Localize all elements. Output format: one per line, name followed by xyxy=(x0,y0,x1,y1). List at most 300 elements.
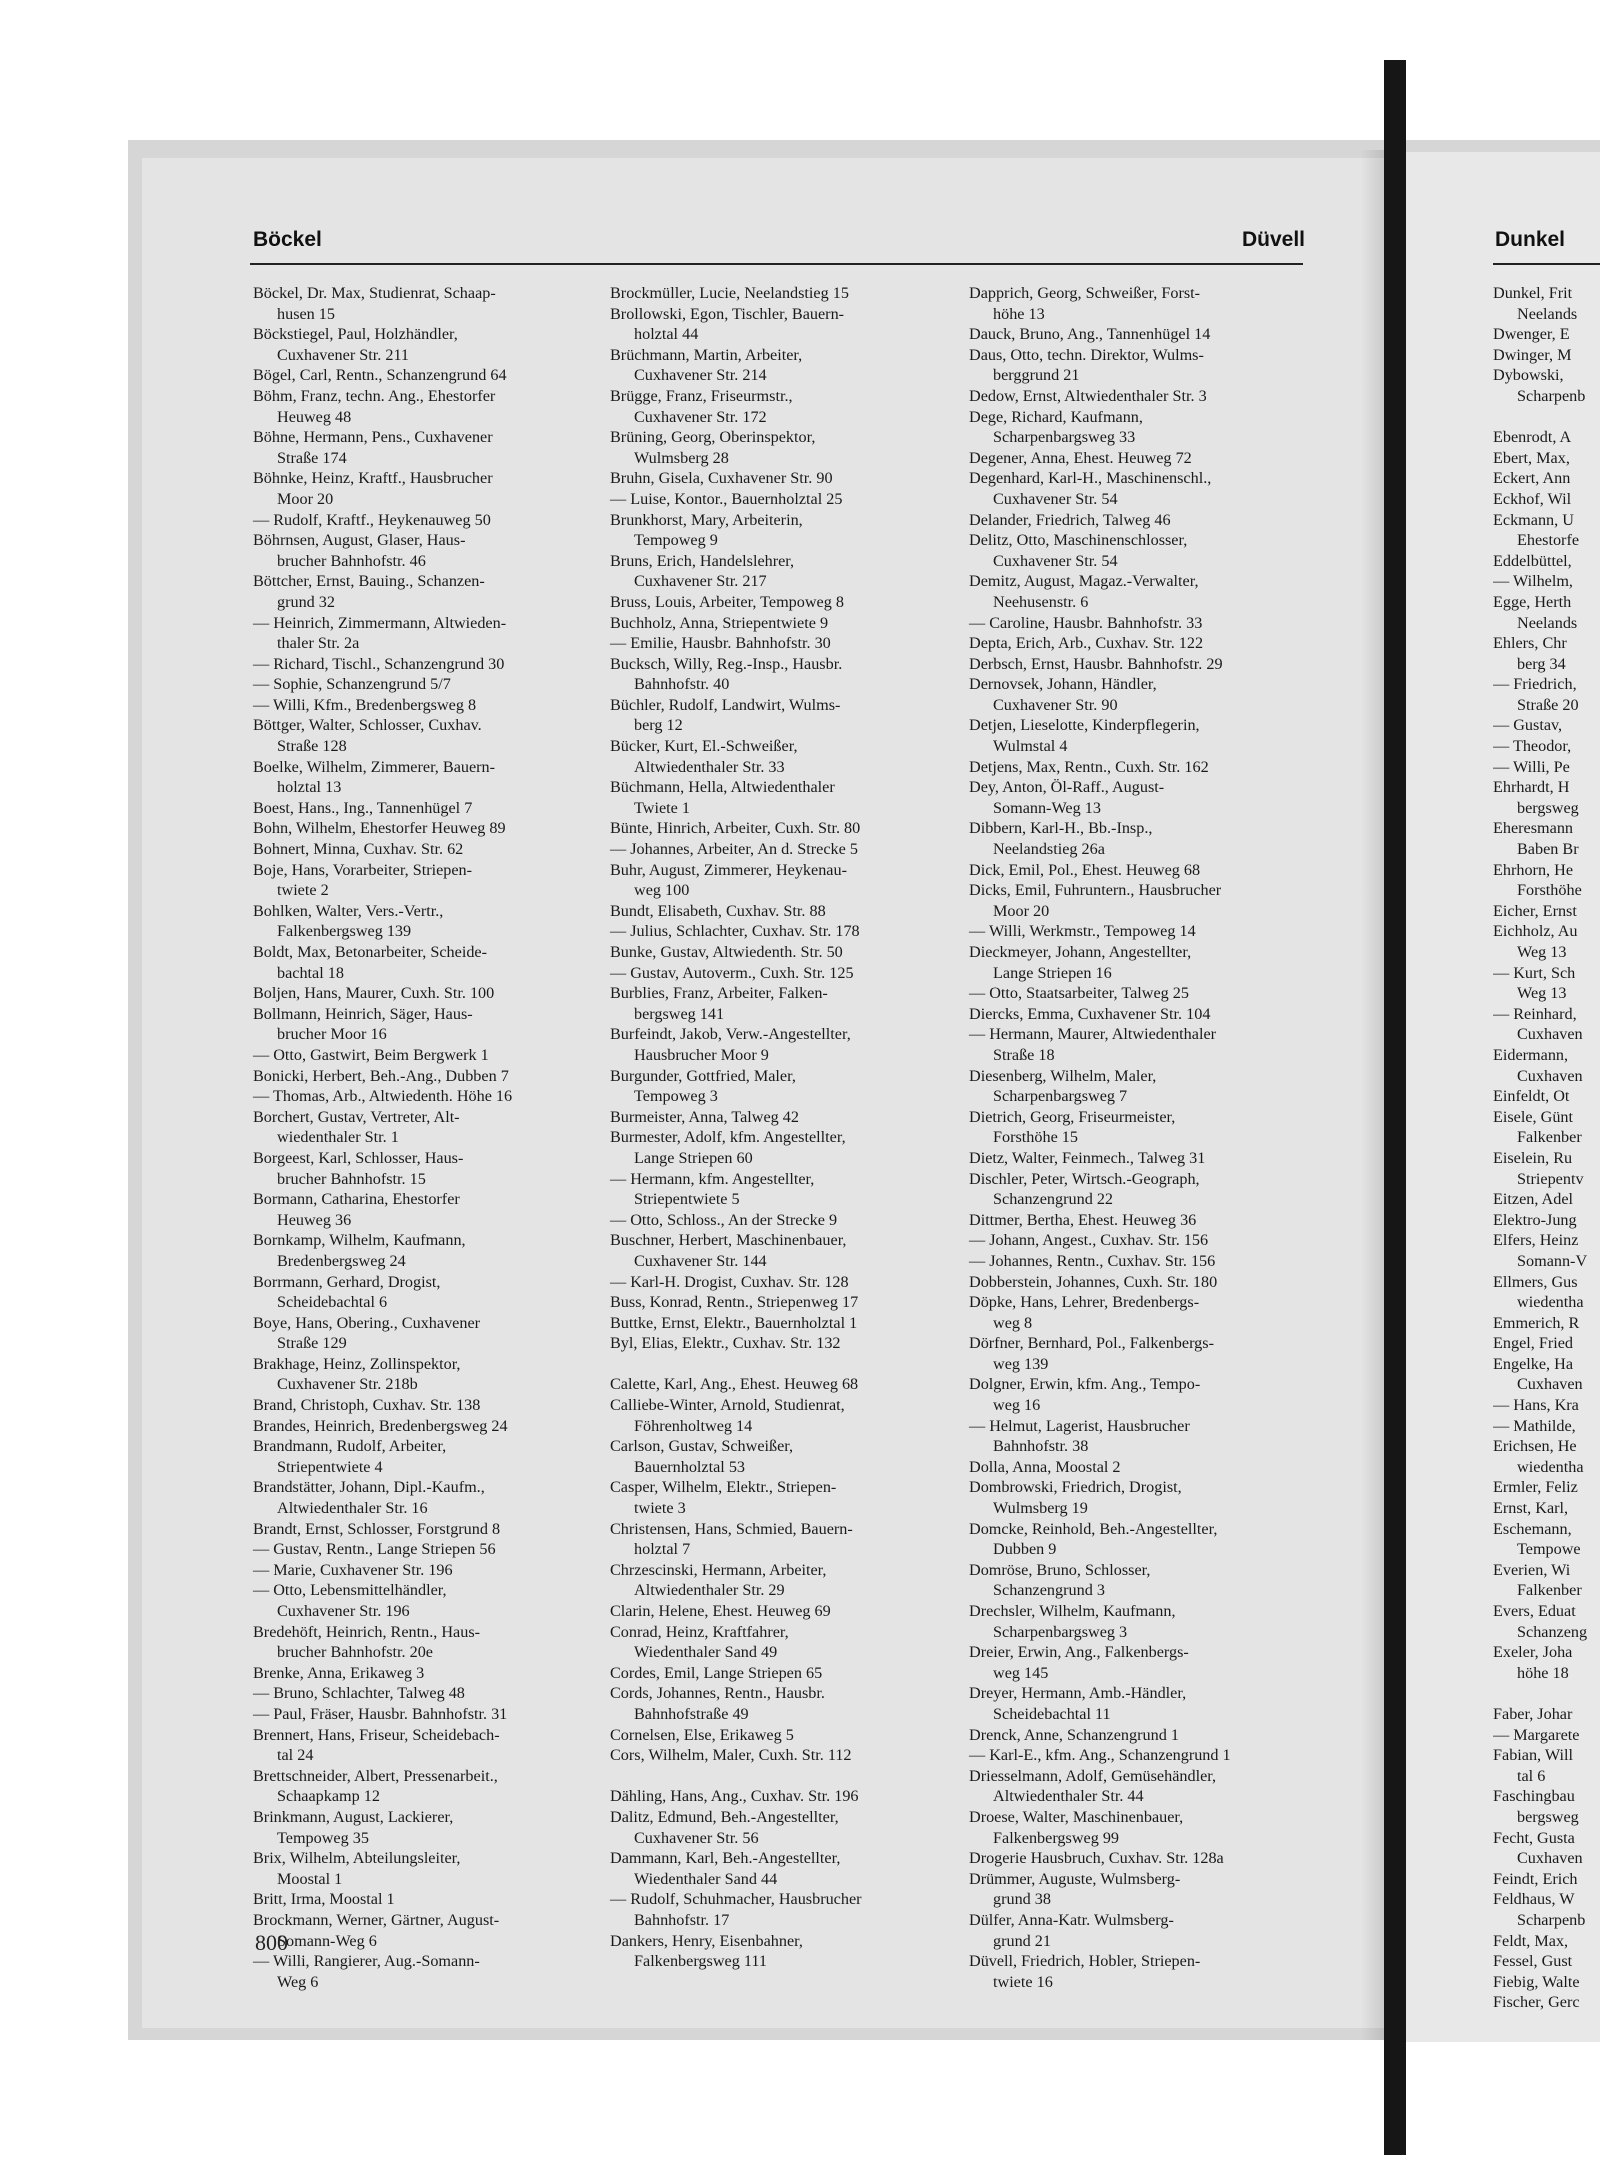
directory-entry-line: Feindt, Erich xyxy=(1493,1869,1578,1888)
directory-entry-line: Dedow, Ernst, Altwiedenthaler Str. 3 xyxy=(969,386,1207,405)
directory-entry-line: Dybowski, xyxy=(1493,366,1564,385)
directory-entry-line: Burgunder, Gottfried, Maler, xyxy=(610,1066,796,1085)
directory-entry-line: Brinkmann, August, Lackierer, xyxy=(253,1807,454,1826)
entry-continuation-line: Weg 13 xyxy=(1517,984,1567,1003)
entry-continuation-line: Cuxhavener Str. 172 xyxy=(634,407,767,426)
entry-continuation-line: bergsweg xyxy=(1517,1807,1579,1826)
entry-continuation-line: Scheidebachtal 11 xyxy=(993,1704,1111,1723)
directory-entry-line: Brandmann, Rudolf, Arbeiter, xyxy=(253,1437,447,1456)
directory-entry-line: Engel, Fried xyxy=(1493,1334,1574,1353)
entry-continuation-line: twiete 3 xyxy=(634,1499,686,1518)
entry-continuation-line: Falkenber xyxy=(1517,1128,1582,1147)
directory-entry-line: Brügge, Franz, Friseurmstr., xyxy=(610,386,793,405)
entry-continuation-line: Striepentwiete 5 xyxy=(634,1190,740,1209)
directory-entry-line: Cords, Johannes, Rentn., Hausbr. xyxy=(610,1684,825,1703)
directory-entry-line: Eschemann, xyxy=(1493,1519,1572,1538)
directory-entry-line: Bonicki, Herbert, Beh.-Ang., Dubben 7 xyxy=(253,1066,509,1085)
entry-continuation-line: Twiete 1 xyxy=(634,798,690,817)
directory-entry-line: Borgeest, Karl, Schlosser, Haus- xyxy=(253,1148,464,1167)
directory-entry-line: Calette, Karl, Ang., Ehest. Heuweg 68 xyxy=(610,1375,859,1394)
directory-entry-line: Droese, Walter, Maschinenbauer, xyxy=(969,1807,1184,1826)
directory-entry-line: Dauck, Bruno, Ang., Tannenhügel 14 xyxy=(969,325,1211,344)
directory-entry-line: Bruss, Louis, Arbeiter, Tempoweg 8 xyxy=(610,592,844,611)
directory-entry-line: Ebenrodt, A xyxy=(1493,428,1572,447)
entry-continuation-line: Altwiedenthaler Str. 29 xyxy=(634,1581,785,1600)
directory-entry-line: Ehrhardt, H xyxy=(1493,778,1570,797)
directory-entry-line: — Emilie, Hausbr. Bahnhofstr. 30 xyxy=(610,634,831,653)
entry-continuation-line: Cuxhavener Str. 54 xyxy=(993,489,1118,508)
entry-continuation-line: Scharpenbargsweg 3 xyxy=(993,1622,1128,1641)
directory-entry-line: — Reinhard, xyxy=(1493,1004,1577,1023)
directory-entry-line: Burblies, Franz, Arbeiter, Falken- xyxy=(610,984,828,1003)
directory-entry-line: Brockmüller, Lucie, Neelandstieg 15 xyxy=(610,284,849,302)
directory-column-3 xyxy=(969,283,1309,1992)
directory-entry-line: Buhr, August, Zimmerer, Heykenau- xyxy=(610,860,847,879)
entry-continuation-line: Heuweg 36 xyxy=(277,1210,352,1229)
entry-continuation-line: twiete 2 xyxy=(277,881,329,900)
directory-entry-line: Egge, Herth xyxy=(1493,592,1572,611)
entry-continuation-line: Bauernholztal 53 xyxy=(634,1457,746,1476)
directory-entry-line: Detjens, Max, Rentn., Cuxh. Str. 162 xyxy=(969,757,1209,776)
directory-entry-line: Chrzescinski, Hermann, Arbeiter, xyxy=(610,1560,827,1579)
directory-entry-line: Eitzen, Adel xyxy=(1493,1190,1574,1209)
directory-entry-line: Dick, Emil, Pol., Ehest. Heuweg 68 xyxy=(969,860,1201,879)
directory-entry-line: Dey, Anton, Öl-Raff., August- xyxy=(969,778,1165,797)
entry-continuation-line: Föhrenholtweg 14 xyxy=(634,1416,753,1435)
directory-entry-line: — Kurt, Sch xyxy=(1493,963,1576,982)
directory-entry-line: — Margarete xyxy=(1493,1725,1580,1744)
directory-entry-line: Böttger, Walter, Schlosser, Cuxhav. xyxy=(253,716,482,735)
directory-entry-line: Bögel, Carl, Rentn., Schanzengrund 64 xyxy=(253,366,507,385)
header-rule-left xyxy=(250,263,1303,265)
entry-continuation-line: Schaapkamp 12 xyxy=(277,1787,380,1806)
directory-entry-line: Burmeister, Anna, Talweg 42 xyxy=(610,1107,799,1126)
directory-entry-line: Eiselein, Ru xyxy=(1493,1148,1573,1167)
entry-continuation-line: bachtal 18 xyxy=(277,963,344,982)
directory-entry-line: Brand, Christoph, Cuxhav. Str. 138 xyxy=(253,1396,481,1415)
entry-continuation-line: Cuxhaven xyxy=(1517,1066,1583,1085)
entry-continuation-line: Cuxhavener Str. 196 xyxy=(277,1602,410,1620)
directory-entry-line: — Hermann, Maurer, Altwiedenthaler xyxy=(969,1025,1217,1044)
directory-entry-line: Bünte, Hinrich, Arbeiter, Cuxh. Str. 80 xyxy=(610,819,861,838)
entry-continuation-line: Bahnhofstr. 40 xyxy=(634,675,730,694)
directory-entry-line: Feldt, Max, xyxy=(1493,1931,1569,1950)
directory-entry-line: Faschingbau xyxy=(1493,1787,1575,1806)
entry-continuation-line: Bahnhofstr. 17 xyxy=(634,1910,730,1929)
entry-continuation-line: berg 12 xyxy=(634,716,683,735)
directory-entry-line: Bucksch, Willy, Reg.-Insp., Hausbr. xyxy=(610,654,843,673)
directory-entry-line: Elektro-Jung xyxy=(1493,1210,1577,1229)
entry-continuation-line: Schanzengrund 22 xyxy=(993,1190,1114,1209)
directory-entry-line: Dähling, Hans, Ang., Cuxhav. Str. 196 xyxy=(610,1787,859,1806)
directory-entry-line: Demitz, August, Magaz.-Verwalter, xyxy=(969,572,1199,591)
directory-entry-line: Düvell, Friedrich, Hobler, Striepen- xyxy=(969,1952,1201,1971)
directory-entry-line: Boljen, Hans, Maurer, Cuxh. Str. 100 xyxy=(253,984,495,1003)
entry-continuation-line: brucher Moor 16 xyxy=(277,1025,387,1044)
entry-continuation-line: Straße 128 xyxy=(277,737,347,756)
entry-continuation-line: Cuxhaven xyxy=(1517,1025,1583,1044)
directory-entry-line: Böhm, Franz, techn. Ang., Ehestorfer xyxy=(253,386,496,405)
directory-entry-line: Brunkhorst, Mary, Arbeiterin, xyxy=(610,510,803,529)
directory-entry-line: Brockmann, Werner, Gärtner, August- xyxy=(253,1910,500,1929)
directory-entry-line: Brandes, Heinrich, Bredenbergsweg 24 xyxy=(253,1416,508,1435)
page-number: 800 xyxy=(255,1930,288,1955)
directory-entry-line: Degenhard, Karl-H., Maschinenschl., xyxy=(969,469,1212,488)
directory-entry-line: Derbsch, Ernst, Hausbr. Bahnhofstr. 29 xyxy=(969,654,1223,673)
directory-entry-line: Böckel, Dr. Max, Studienrat, Schaap- xyxy=(253,284,496,302)
directory-entry-line: Drümmer, Auguste, Wulmsberg- xyxy=(969,1869,1181,1888)
entry-continuation-line: grund 32 xyxy=(277,592,335,611)
directory-entry-line: Brettschneider, Albert, Pressenarbeit., xyxy=(253,1766,498,1785)
directory-entry-line: Dicks, Emil, Fuhruntern., Hausbrucher xyxy=(969,881,1222,900)
directory-entry-line: — Heinrich, Zimmermann, Altwieden- xyxy=(253,613,507,632)
entry-continuation-line: wiedenthaler Str. 1 xyxy=(277,1128,399,1147)
entry-continuation-line: weg 145 xyxy=(993,1663,1049,1682)
running-head-next-page: Dunkel xyxy=(1495,228,1566,251)
directory-entry-line: Dietz, Walter, Feinmech., Talweg 31 xyxy=(969,1148,1206,1167)
directory-entry-line: Dietrich, Georg, Friseurmeister, xyxy=(969,1107,1176,1126)
directory-entry-line: Buchholz, Anna, Striepentwiete 9 xyxy=(610,613,829,632)
directory-entry-line: Brüchmann, Martin, Arbeiter, xyxy=(610,345,803,364)
entry-continuation-line: Baben Br xyxy=(1517,840,1579,859)
directory-entry-line: Eheresmann xyxy=(1493,819,1574,838)
directory-entry-line: Böttcher, Ernst, Bauing., Schanzen- xyxy=(253,572,485,591)
directory-entry-line: — Johannes, Rentn., Cuxhav. Str. 156 xyxy=(969,1251,1216,1270)
directory-entry-line: Böckstiegel, Paul, Holzhändler, xyxy=(253,325,458,344)
entry-continuation-line: Scharpenb xyxy=(1517,1910,1586,1929)
entry-continuation-line: Cuxhaven xyxy=(1517,1849,1583,1868)
directory-entry-line: Drechsler, Wilhelm, Kaufmann, xyxy=(969,1602,1176,1620)
directory-entry-line: Bohnert, Minna, Cuxhav. Str. 62 xyxy=(253,840,464,859)
directory-entry-line: Eckhof, Wil xyxy=(1493,489,1572,508)
entry-continuation-line: Moor 20 xyxy=(993,901,1050,920)
directory-entry-line: Domröse, Bruno, Schlosser, xyxy=(969,1560,1151,1579)
entry-continuation-line: Cuxhavener Str. 217 xyxy=(634,572,767,591)
directory-entry-line: Boelke, Wilhelm, Zimmerer, Bauern- xyxy=(253,757,496,776)
entry-continuation-line: Striepentwiete 4 xyxy=(277,1457,383,1476)
directory-entry-line: — Luise, Kontor., Bauernholztal 25 xyxy=(610,489,843,508)
directory-entry-line: — Willi, Werkmstr., Tempoweg 14 xyxy=(969,922,1196,941)
directory-entry-line: Buttke, Ernst, Elektr., Bauernholztal 1 xyxy=(610,1313,858,1332)
directory-entry-line: Dolla, Anna, Moostal 2 xyxy=(969,1457,1121,1476)
directory-entry-line: Dittmer, Bertha, Ehest. Heuweg 36 xyxy=(969,1210,1197,1229)
entry-continuation-line: Cuxhaven xyxy=(1517,1375,1583,1394)
entry-continuation-line: Wulmsberg 19 xyxy=(993,1499,1088,1518)
entry-continuation-line: wiedentha xyxy=(1517,1293,1584,1312)
directory-entry-line: Fessel, Gust xyxy=(1493,1952,1573,1971)
entry-continuation-line: Dubben 9 xyxy=(993,1540,1057,1559)
entry-continuation-line: Somann-Weg 6 xyxy=(277,1931,377,1950)
directory-entry-line: Eisele, Günt xyxy=(1493,1107,1574,1126)
directory-entry-line: — Gustav, Autoverm., Cuxh. Str. 125 xyxy=(610,963,854,982)
directory-entry-line: Eckert, Ann xyxy=(1493,469,1571,488)
directory-entry-line: Boje, Hans, Vorarbeiter, Striepen- xyxy=(253,860,473,879)
directory-entry-line: — Willi, Rangierer, Aug.-Somann- xyxy=(253,1952,480,1971)
directory-entry-line: Boye, Hans, Obering., Cuxhavener xyxy=(253,1313,481,1332)
directory-entry-line: Böhrnsen, August, Glaser, Haus- xyxy=(253,531,466,550)
entry-continuation-line: Falkenber xyxy=(1517,1581,1582,1600)
directory-entry-line: Buss, Konrad, Rentn., Striepenweg 17 xyxy=(610,1293,859,1312)
entry-continuation-line: bergsweg xyxy=(1517,798,1579,817)
entry-continuation-line: Lange Striepen 16 xyxy=(993,963,1112,982)
directory-entry-line: Ermler, Feliz xyxy=(1493,1478,1578,1497)
directory-entry-line: Bormann, Catharina, Ehestorfer xyxy=(253,1190,460,1209)
directory-entry-line: — Willi, Pe xyxy=(1493,757,1570,776)
entry-continuation-line: Bredenbergsweg 24 xyxy=(277,1251,406,1270)
entry-continuation-line: berggrund 21 xyxy=(993,366,1080,385)
entry-continuation-line: Scharpenb xyxy=(1517,386,1586,405)
directory-entry-line: Böhnke, Heinz, Kraftf., Hausbrucher xyxy=(253,469,493,488)
directory-entry-line: Eichholz, Au xyxy=(1493,922,1578,941)
directory-entry-line: Bohn, Wilhelm, Ehestorfer Heuweg 89 xyxy=(253,819,506,838)
book-binding xyxy=(1384,60,1406,2155)
directory-entry-line: Carlson, Gustav, Schweißer, xyxy=(610,1437,794,1456)
directory-entry-line: Delander, Friedrich, Talweg 46 xyxy=(969,510,1171,529)
directory-entry-line: — Hans, Kra xyxy=(1493,1396,1579,1415)
entry-continuation-line: Falkenbergsweg 139 xyxy=(277,922,412,941)
entry-continuation-line: wiedentha xyxy=(1517,1457,1584,1476)
entry-continuation-line: weg 8 xyxy=(993,1313,1033,1332)
directory-entry-line: Büchmann, Hella, Altwiedenthaler xyxy=(610,778,835,797)
entry-continuation-line: Weg 13 xyxy=(1517,943,1567,961)
entry-continuation-line: Scharpenbargsweg 33 xyxy=(993,428,1136,447)
directory-entry-line: Borrmann, Gerhard, Drogist, xyxy=(253,1272,441,1291)
entry-continuation-line: höhe 18 xyxy=(1517,1663,1569,1682)
directory-entry-line: Fecht, Gusta xyxy=(1493,1828,1575,1847)
directory-entry-line: Bruns, Erich, Handelslehrer, xyxy=(610,551,795,570)
directory-entry-line: Erichsen, He xyxy=(1493,1437,1577,1456)
directory-entry-line: Daus, Otto, techn. Direktor, Wulms- xyxy=(969,345,1204,364)
entry-continuation-line: Hausbrucher Moor 9 xyxy=(634,1045,769,1064)
entry-continuation-line: Altwiedenthaler Str. 16 xyxy=(277,1499,428,1518)
entry-continuation-line: holztal 13 xyxy=(277,778,342,797)
directory-entry-line: Elfers, Heinz xyxy=(1493,1231,1579,1250)
running-head-left: Böckel xyxy=(253,228,322,251)
directory-entry-line: Bollmann, Heinrich, Säger, Haus- xyxy=(253,1004,473,1023)
entry-continuation-line: Falkenbergsweg 111 xyxy=(634,1952,767,1971)
entry-continuation-line: Falkenbergsweg 99 xyxy=(993,1828,1120,1847)
entry-continuation-line: Schanzeng xyxy=(1517,1622,1588,1641)
directory-entry-line: — Bruno, Schlachter, Talweg 48 xyxy=(253,1684,465,1703)
directory-entry-line: Boldt, Max, Betonarbeiter, Scheide- xyxy=(253,943,488,961)
directory-entry-line: Delitz, Otto, Maschinenschlosser, xyxy=(969,531,1188,550)
directory-entry-line: Conrad, Heinz, Kraftfahrer, xyxy=(610,1622,789,1641)
entry-continuation-line: Neehusenstr. 6 xyxy=(993,592,1089,611)
entry-continuation-line: Lange Striepen 60 xyxy=(634,1148,753,1167)
entry-continuation-line: Straße 174 xyxy=(277,448,347,467)
entry-continuation-line: Neelandstieg 26a xyxy=(993,840,1105,859)
entry-continuation-line: Cuxhavener Str. 214 xyxy=(634,366,767,385)
entry-continuation-line: twiete 16 xyxy=(993,1972,1053,1991)
entry-continuation-line: tal 6 xyxy=(1517,1766,1546,1785)
directory-entry-line: Buschner, Herbert, Maschinenbauer, xyxy=(610,1231,847,1250)
entry-continuation-line: Altwiedenthaler Str. 33 xyxy=(634,757,785,776)
entry-continuation-line: Cuxhavener Str. 218b xyxy=(277,1375,418,1394)
entry-continuation-line: Scharpenbargsweg 7 xyxy=(993,1087,1128,1106)
entry-continuation-line: tal 24 xyxy=(277,1746,314,1765)
directory-entry-line: — Hermann, kfm. Angestellter, xyxy=(610,1169,815,1188)
directory-entry-line: — Otto, Lebensmittelhändler, xyxy=(253,1581,447,1600)
directory-entry-line: — Rudolf, Kraftf., Heykenauweg 50 xyxy=(253,510,491,529)
directory-entry-line: Byl, Elias, Elektr., Cuxhav. Str. 132 xyxy=(610,1334,841,1353)
entry-continuation-line: Tempoweg 9 xyxy=(634,531,718,550)
directory-entry-line: Burfeindt, Jakob, Verw.-Angestellter, xyxy=(610,1025,851,1044)
directory-column-2 xyxy=(610,283,950,1972)
directory-entry-line: Dammann, Karl, Beh.-Angestellter, xyxy=(610,1849,841,1868)
entry-continuation-line: Wiedenthaler Sand 49 xyxy=(634,1643,778,1662)
directory-entry-line: Brix, Wilhelm, Abteilungsleiter, xyxy=(253,1849,461,1868)
directory-entry-line: Fabian, Will xyxy=(1493,1746,1573,1765)
directory-entry-line: Eckmann, U xyxy=(1493,510,1574,529)
directory-entry-line: Dapprich, Georg, Schweißer, Forst- xyxy=(969,284,1201,302)
entry-continuation-line: höhe 13 xyxy=(993,304,1045,323)
directory-entry-line: Bredehöft, Heinrich, Rentn., Haus- xyxy=(253,1622,481,1641)
directory-entry-line: Brandstätter, Johann, Dipl.-Kaufm., xyxy=(253,1478,485,1497)
directory-entry-line: Borchert, Gustav, Vertreter, Alt- xyxy=(253,1107,460,1126)
directory-entry-line: — Mathilde, xyxy=(1493,1416,1576,1435)
entry-continuation-line: Moor 20 xyxy=(277,489,334,508)
entry-continuation-line: Tempoweg 3 xyxy=(634,1087,718,1106)
directory-entry-line: Drogerie Hausbruch, Cuxhav. Str. 128a xyxy=(969,1849,1224,1868)
directory-entry-line: — Otto, Staatsarbeiter, Talweg 25 xyxy=(969,984,1189,1003)
directory-column-next-page xyxy=(1493,283,1600,2013)
directory-entry-line: Ellmers, Gus xyxy=(1493,1272,1578,1291)
entry-continuation-line: grund 21 xyxy=(993,1931,1051,1950)
entry-continuation-line: Somann-V xyxy=(1517,1251,1588,1270)
entry-continuation-line: brucher Bahnhofstr. 20e xyxy=(277,1643,433,1662)
directory-entry-line: Bunke, Gustav, Altwiedenth. Str. 50 xyxy=(610,943,843,961)
directory-entry-line: — Otto, Schloss., An der Strecke 9 xyxy=(610,1210,838,1229)
directory-entry-line: — Gustav, xyxy=(1493,716,1563,735)
directory-entry-line: — Sophie, Schanzengrund 5/7 xyxy=(253,675,451,694)
section-gap xyxy=(610,1354,950,1375)
directory-entry-line: Dreier, Erwin, Ang., Falkenbergs- xyxy=(969,1643,1189,1662)
entry-continuation-line: brucher Bahnhofstr. 46 xyxy=(277,551,426,570)
directory-entry-line: Dieckmeyer, Johann, Angestellter, xyxy=(969,943,1192,961)
directory-entry-line: Dwenger, E xyxy=(1493,325,1570,344)
section-gap xyxy=(1493,407,1600,428)
directory-entry-line: Depta, Erich, Arb., Cuxhav. Str. 122 xyxy=(969,634,1204,653)
directory-entry-line: — Wilhelm, xyxy=(1493,572,1573,591)
directory-entry-line: — Theodor, xyxy=(1493,737,1572,756)
entry-continuation-line: Ehestorfe xyxy=(1517,531,1580,550)
header-rule-right xyxy=(1493,263,1600,265)
directory-entry-line: Dernovsek, Johann, Händler, xyxy=(969,675,1157,694)
entry-continuation-line: Schanzengrund 3 xyxy=(993,1581,1105,1600)
entry-continuation-line: Forsthöhe 15 xyxy=(993,1128,1078,1147)
entry-continuation-line: berg 34 xyxy=(1517,654,1566,673)
directory-entry-line: Fischer, Gerc xyxy=(1493,1993,1580,2012)
directory-entry-line: Britt, Irma, Moostal 1 xyxy=(253,1890,395,1909)
directory-entry-line: — Friedrich, xyxy=(1493,675,1577,694)
directory-entry-line: — Caroline, Hausbr. Bahnhofstr. 33 xyxy=(969,613,1203,632)
directory-column-1 xyxy=(253,283,593,1992)
directory-entry-line: — Rudolf, Schuhmacher, Hausbrucher xyxy=(610,1890,862,1909)
directory-entry-line: Faber, Johar xyxy=(1493,1704,1573,1723)
directory-entry-line: Dombrowski, Friedrich, Drogist, xyxy=(969,1478,1182,1497)
directory-entry-line: — Gustav, Rentn., Lange Striepen 56 xyxy=(253,1540,496,1559)
entry-continuation-line: Scheidebachtal 6 xyxy=(277,1293,388,1312)
entry-continuation-line: thaler Str. 2a xyxy=(277,634,360,653)
directory-entry-line: Dankers, Henry, Eisenbahner, xyxy=(610,1931,803,1950)
entry-continuation-line: Somann-Weg 13 xyxy=(993,798,1101,817)
directory-entry-line: — Thomas, Arb., Altwiedenth. Höhe 16 xyxy=(253,1087,513,1106)
entry-continuation-line: Cuxhavener Str. 54 xyxy=(993,551,1118,570)
directory-entry-line: Domcke, Reinhold, Beh.-Angestellter, xyxy=(969,1519,1218,1538)
directory-entry-line: Brakhage, Heinz, Zollinspektor, xyxy=(253,1354,461,1373)
directory-entry-line: Ehlers, Chr xyxy=(1493,634,1567,653)
entry-continuation-line: Forsthöhe xyxy=(1517,881,1582,900)
entry-continuation-line: Wulmstal 4 xyxy=(993,737,1068,756)
entry-continuation-line: Wulmsberg 28 xyxy=(634,448,729,467)
entry-continuation-line: Tempoweg 35 xyxy=(277,1828,369,1847)
directory-entry-line: Diercks, Emma, Cuxhavener Str. 104 xyxy=(969,1004,1211,1023)
directory-entry-line: Feldhaus, W xyxy=(1493,1890,1575,1909)
directory-entry-line: Bornkamp, Wilhelm, Kaufmann, xyxy=(253,1231,466,1250)
directory-entry-line: Everien, Wi xyxy=(1493,1560,1571,1579)
directory-entry-line: Brandt, Ernst, Schlosser, Forstgrund 8 xyxy=(253,1519,501,1538)
directory-entry-line: Cornelsen, Else, Erikaweg 5 xyxy=(610,1725,794,1744)
directory-entry-line: Drenck, Anne, Schanzengrund 1 xyxy=(969,1725,1179,1744)
directory-entry-line: — Willi, Kfm., Bredenbergsweg 8 xyxy=(253,695,477,714)
directory-entry-line: Burmester, Adolf, kfm. Angestellter, xyxy=(610,1128,846,1147)
entry-continuation-line: weg 139 xyxy=(993,1354,1049,1373)
directory-entry-line: Böhne, Hermann, Pens., Cuxhavener xyxy=(253,428,493,447)
entry-continuation-line: Altwiedenthaler Str. 44 xyxy=(993,1787,1144,1806)
entry-continuation-line: husen 15 xyxy=(277,304,335,323)
directory-entry-line: Boest, Hans., Ing., Tannenhügel 7 xyxy=(253,798,473,817)
directory-entry-line: Büchler, Rudolf, Landwirt, Wulms- xyxy=(610,695,841,714)
directory-entry-line: Brollowski, Egon, Tischler, Bauern- xyxy=(610,304,845,323)
directory-entry-line: Döpke, Hans, Lehrer, Bredenbergs- xyxy=(969,1293,1200,1312)
directory-entry-line: Diesenberg, Wilhelm, Maler, xyxy=(969,1066,1157,1085)
directory-entry-line: Dolgner, Erwin, kfm. Ang., Tempo- xyxy=(969,1375,1201,1394)
entry-continuation-line: holztal 7 xyxy=(634,1540,691,1559)
directory-entry-line: — Otto, Gastwirt, Beim Bergwerk 1 xyxy=(253,1045,489,1064)
entry-continuation-line: grund 38 xyxy=(993,1890,1051,1909)
directory-entry-line: — Paul, Fräser, Hausbr. Bahnhofstr. 31 xyxy=(253,1704,508,1723)
entry-continuation-line: Bahnhofstr. 38 xyxy=(993,1437,1089,1456)
directory-entry-line: Calliebe-Winter, Arnold, Studienrat, xyxy=(610,1396,845,1415)
directory-entry-line: Ehrhorn, He xyxy=(1493,860,1574,879)
directory-entry-line: Casper, Wilhelm, Elektr., Striepen- xyxy=(610,1478,837,1497)
entry-continuation-line: holztal 44 xyxy=(634,325,699,344)
directory-entry-line: — Julius, Schlachter, Cuxhav. Str. 178 xyxy=(610,922,860,941)
directory-entry-line: Dülfer, Anna-Katr. Wulmsberg- xyxy=(969,1910,1174,1929)
directory-entry-line: Eicher, Ernst xyxy=(1493,901,1577,920)
entry-continuation-line: Straße 129 xyxy=(277,1334,347,1353)
directory-entry-line: — Johannes, Arbeiter, An d. Strecke 5 xyxy=(610,840,858,859)
entry-continuation-line: weg 100 xyxy=(634,881,690,900)
directory-entry-line: — Richard, Tischl., Schanzengrund 30 xyxy=(253,654,505,673)
entry-continuation-line: Bahnhofstraße 49 xyxy=(634,1704,749,1723)
directory-entry-line: Bücker, Kurt, El.-Schweißer, xyxy=(610,737,798,756)
directory-entry-line: Bundt, Elisabeth, Cuxhav. Str. 88 xyxy=(610,901,826,920)
directory-entry-line: Dalitz, Edmund, Beh.-Angestellter, xyxy=(610,1807,839,1826)
entry-continuation-line: Striepentv xyxy=(1517,1169,1584,1188)
entry-continuation-line: Wiedenthaler Sand 44 xyxy=(634,1869,778,1888)
directory-entry-line: Dibbern, Karl-H., Bb.-Insp., xyxy=(969,819,1153,838)
directory-entry-line: Engelke, Ha xyxy=(1493,1354,1574,1373)
entry-continuation-line: Neelands xyxy=(1517,304,1578,323)
directory-entry-line: Ebert, Max, xyxy=(1493,448,1570,467)
entry-continuation-line: Cuxhavener Str. 56 xyxy=(634,1828,759,1847)
entry-continuation-line: Straße 18 xyxy=(993,1045,1055,1064)
directory-entry-line: Bruhn, Gisela, Cuxhavener Str. 90 xyxy=(610,469,833,488)
entry-continuation-line: Cuxhavener Str. 144 xyxy=(634,1251,767,1270)
entry-continuation-line: Weg 6 xyxy=(277,1972,319,1991)
directory-entry-line: Cors, Wilhelm, Maler, Cuxh. Str. 112 xyxy=(610,1746,852,1765)
